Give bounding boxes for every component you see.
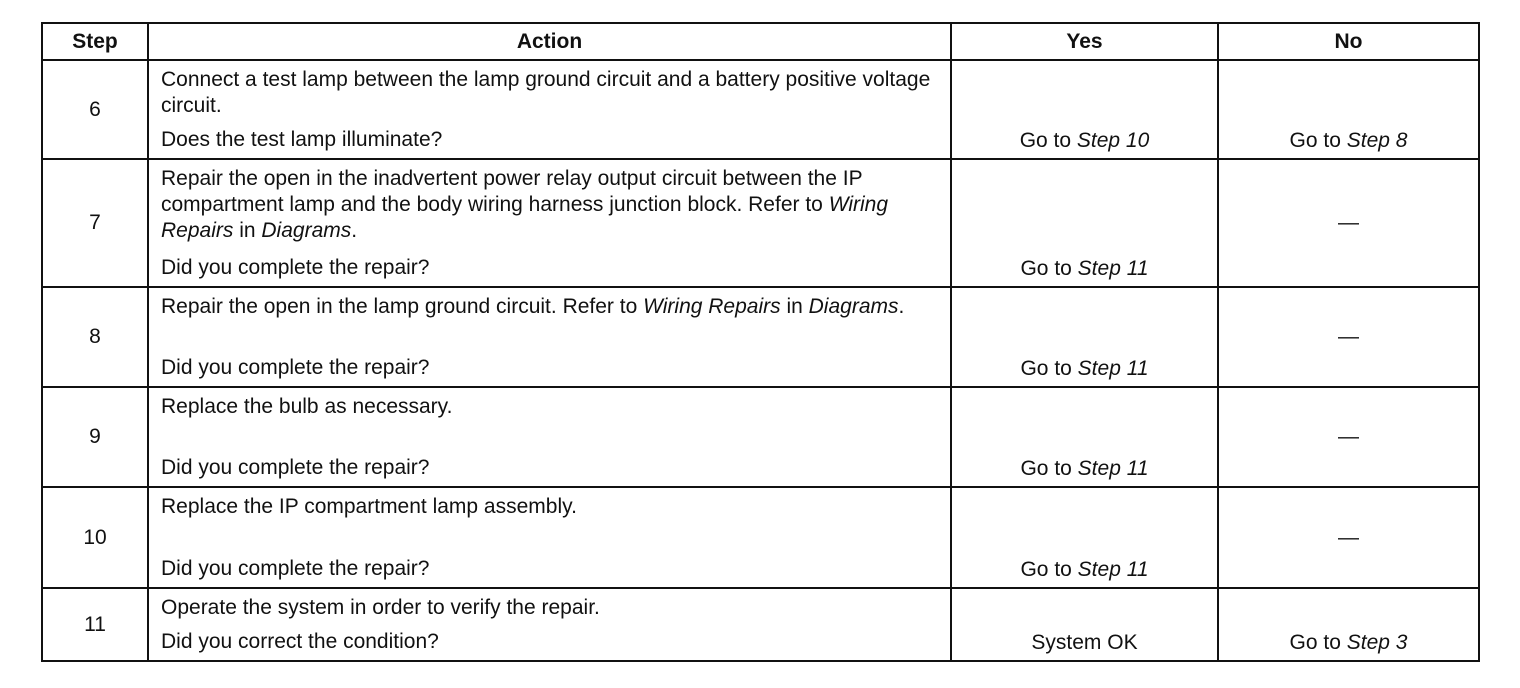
table-row [42, 588, 1479, 661]
yes-step-link: Step 11 [1077, 257, 1149, 280]
yes-cell: Go to Step 11 [951, 487, 1218, 588]
action-text: Operate the system in order to verify the repair. [161, 596, 600, 619]
diagnostic-table [41, 22, 1480, 662]
header-step: Step [42, 23, 148, 60]
yes-step-link: Step 10 [1076, 129, 1150, 152]
action-text: Replace the bulb as necessary. [161, 395, 453, 418]
yes-step-link: Step 11 [1077, 558, 1149, 581]
no-dash: — [1338, 525, 1359, 549]
no-step-link: Step 3 [1346, 631, 1408, 654]
wiring-repairs-ref: Wiring Repairs [161, 193, 889, 242]
yes-cell: Go to Step 11 [951, 387, 1218, 487]
wiring-repairs-ref: Wiring Repairs [643, 295, 781, 318]
action-text: Replace the IP compartment lamp assembly. [161, 495, 577, 518]
yes-step-link: Step 11 [1077, 457, 1149, 480]
no-cell [1218, 60, 1479, 159]
action-cell [148, 588, 951, 661]
step-number: 10 [42, 487, 148, 588]
table-row [42, 387, 1479, 487]
action-text: Connect a test lamp between the lamp ground circuit and a battery positive voltage circuit. [161, 68, 931, 117]
no-cell [1218, 159, 1479, 287]
header-row [42, 23, 1479, 60]
action-text: Repair the open in the lamp ground circuit. Refer to Wiring Repairs in Diagrams. [161, 295, 905, 318]
yes-step-link: Step 11 [1077, 357, 1149, 380]
yes-cell: Go to Step 11 [951, 159, 1218, 287]
table-row [42, 287, 1479, 387]
no-cell [1218, 287, 1479, 387]
diagrams-ref: Diagrams [261, 219, 352, 242]
table-row [42, 487, 1479, 588]
system-ok-text: System OK [1031, 631, 1138, 654]
step-number: 8 [42, 287, 148, 387]
action-question: Did you correct the condition? [161, 630, 439, 653]
action-question: Did you complete the repair? [161, 557, 430, 580]
action-question: Does the test lamp illuminate? [161, 128, 443, 151]
step-number: 6 [42, 60, 148, 159]
no-dash: — [1338, 211, 1359, 234]
action-cell [148, 159, 951, 287]
header-action: Action [148, 23, 951, 60]
header-yes: Yes [951, 23, 1218, 60]
action-text: Repair the open in the inadvertent power relay output circuit between the IP compartment lamp and the body wiring harness junction block. Refer to Wiring Repairs in Diagrams. [161, 167, 889, 242]
no-cell [1218, 387, 1479, 487]
yes-cell: Go to Step 11 [951, 287, 1218, 387]
header-no: No [1218, 23, 1479, 60]
action-question: Did you complete the repair? [161, 456, 430, 479]
action-question: Did you complete the repair? [161, 356, 430, 379]
yes-cell [951, 60, 1218, 159]
yes-cell [951, 588, 1218, 661]
action-cell [148, 287, 951, 387]
step-number: 9 [42, 387, 148, 487]
action-cell [148, 487, 951, 588]
table-row [42, 159, 1479, 287]
step-number: 7 [42, 159, 148, 287]
no-step-link: Step 8 [1346, 129, 1408, 152]
action-cell [148, 387, 951, 487]
table-row [42, 60, 1479, 159]
action-cell [148, 60, 951, 159]
no-prefix: Go to [1289, 129, 1347, 152]
action-question: Did you complete the repair? [161, 256, 430, 279]
diagrams-ref: Diagrams [808, 295, 899, 318]
step-number: 11 [42, 588, 148, 661]
no-dash: — [1338, 425, 1359, 448]
no-dash: — [1338, 325, 1359, 348]
yes-prefix: Go to [1019, 129, 1077, 152]
no-cell [1218, 487, 1479, 588]
no-cell: Go to Step 3 [1218, 588, 1479, 661]
